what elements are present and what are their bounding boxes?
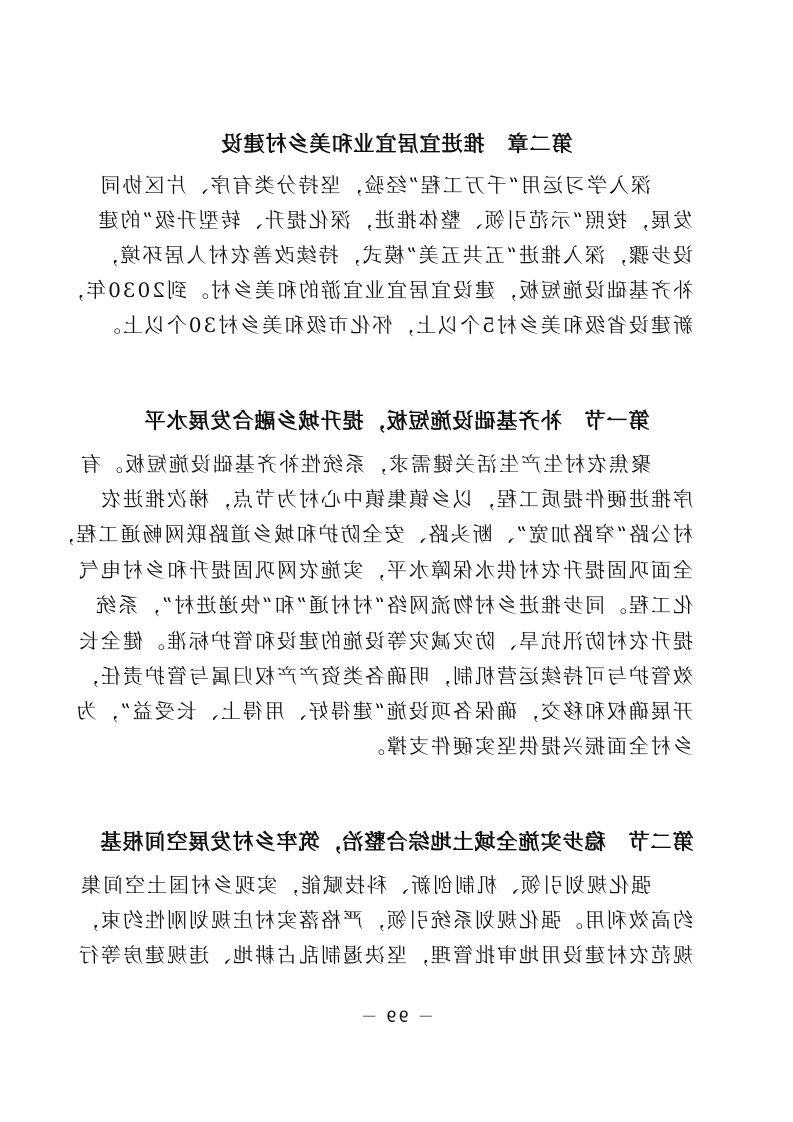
section1-paragraph-line: 聚焦农村生产生活关键需求，系统性补齐基础设施短板。有 — [79, 452, 651, 476]
section1-paragraph-line: 效管护与可持续运营机制，明确各类资产产权归属与管护责任， — [77, 664, 693, 688]
chapter-paragraph-line: 深入学习运用“千万工程”经验，坚持分类有序、片区协同 — [98, 173, 651, 197]
section1-paragraph-line: 化工程。同步推进乡村物流网络“村村通”和“快递进村”，系统 — [94, 593, 693, 617]
section1-paragraph-line: 村公路“窄路加宽”、断头路、安全防护和城乡道路联网畅通工程， — [52, 522, 693, 546]
section1-title: 第一节 补齐基础设施短板，提升城乡融合发展水平 — [143, 409, 650, 433]
section2-paragraph-line: 约高效利用。强化规划系统引领，严格落实村庄规划刚性约束， — [77, 908, 693, 932]
chapter-paragraph-line: 设步骤，深入推进“五共五美”模式，持续改善农村人居环境， — [96, 243, 693, 267]
section1-paragraph-line: 序推进硬件提质工程，以乡镇集镇中心村为节点，梯次推进农 — [99, 487, 693, 511]
chapter-paragraph-line: 新建设省级和美乡村5个以上，怀化市级和美乡村30个以上。 — [98, 313, 693, 337]
chapter-title: 第二章 推进宜居宜业和美乡村建设 — [220, 132, 573, 156]
section1-paragraph-line: 开展确权和移交，确保各项设施“建得好、用得上、长受益”，为 — [74, 699, 693, 723]
section1-paragraph-line: 提升农村防汛抗旱、防灾减灾等设施的建设和管护标准。健全长 — [77, 629, 693, 653]
chapter-paragraph-line: 补齐基础设施短板，建设宜居宜业宜游的和美乡村。到2030年， — [62, 278, 693, 302]
page-number: － 99 － — [359, 1007, 434, 1026]
chapter-paragraph-line: 发展，按照“示范引领、整体推进，深化提升、转型升级”的建 — [96, 208, 693, 232]
section1-paragraph-line: 全面巩固提升农村供水保障水平，实施农网巩固提升和乡村电气 — [77, 558, 693, 582]
section1-paragraph-line: 乡村全面振兴提供坚实硬件支撑。 — [363, 734, 693, 758]
section2-title: 第二节 稳步实施全域土地综合整治，筑牢乡村发展空间根基 — [99, 830, 694, 854]
section2-paragraph-line: 强化规划引领、机制创新、科技赋能，实现乡村国土空间集 — [79, 873, 651, 897]
section2-paragraph-line: 规范农村建设用地审批管理，坚决遏制乱占耕地、违规建房等行 — [77, 943, 693, 967]
